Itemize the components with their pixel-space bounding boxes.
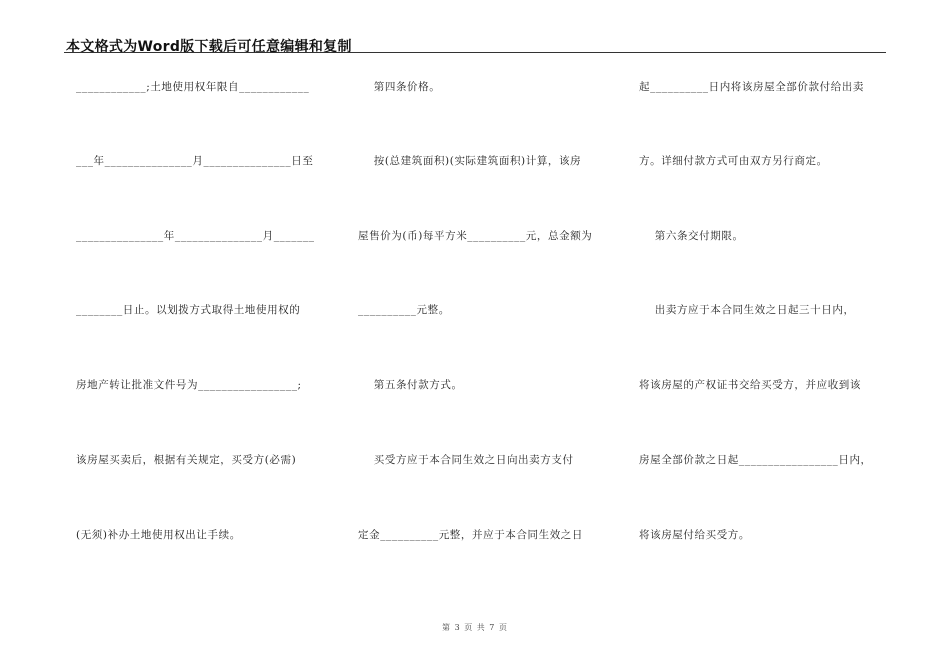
text-line: 第五条付款方式。 [358,379,463,391]
text-line: 出卖方应于本合同生效之日起三十日内， [639,304,855,316]
text-line: 将该房屋付给买受方。 [639,529,750,541]
text-line: 屋售价为(币)每平方米__________元，总金额为 [358,230,593,242]
text-line: 房屋全部价款之日起_________________日内， [639,454,872,466]
text-line: ____________;土地使用权年限自____________ [76,81,310,93]
text-line: 方。详细付款方式可由双方另行商定。 [639,155,828,167]
text-line: 起__________日内将该房屋全部价款付给出卖 [639,81,864,93]
text-line: _______________年_______________月_______ [76,230,315,242]
text-line: ________日止。以划拨方式取得土地使用权的 [76,304,301,316]
text-line: (无须)补办土地使用权出让手续。 [76,529,241,541]
text-line: 该房屋买卖后，根据有关规定，买受方(必需) [76,454,297,466]
text-line: 定金__________元整，并应于本合同生效之日 [358,529,583,541]
text-line: 房地产转让批准文件号为_________________; [76,379,302,391]
text-line: 将该房屋的产权证书交给买受方，并应收到该 [639,379,861,391]
text-line: 第六条交付期限。 [639,230,744,242]
text-line: ___年_______________月_______________日至 [76,155,314,167]
text-line: 买受方应于本合同生效之日向出卖方支付 [358,454,574,466]
text-line: __________元整。 [358,304,450,316]
page-footer: 第 3 页 共 7 页 [442,623,508,632]
page-header-title: 本文格式为Word版下载后可任意编辑和复制 [66,39,352,55]
header-divider [64,52,886,53]
text-line: 按(总建筑面积)(实际建筑面积)计算，该房 [358,155,582,167]
text-line: 第四条价格。 [358,81,441,93]
